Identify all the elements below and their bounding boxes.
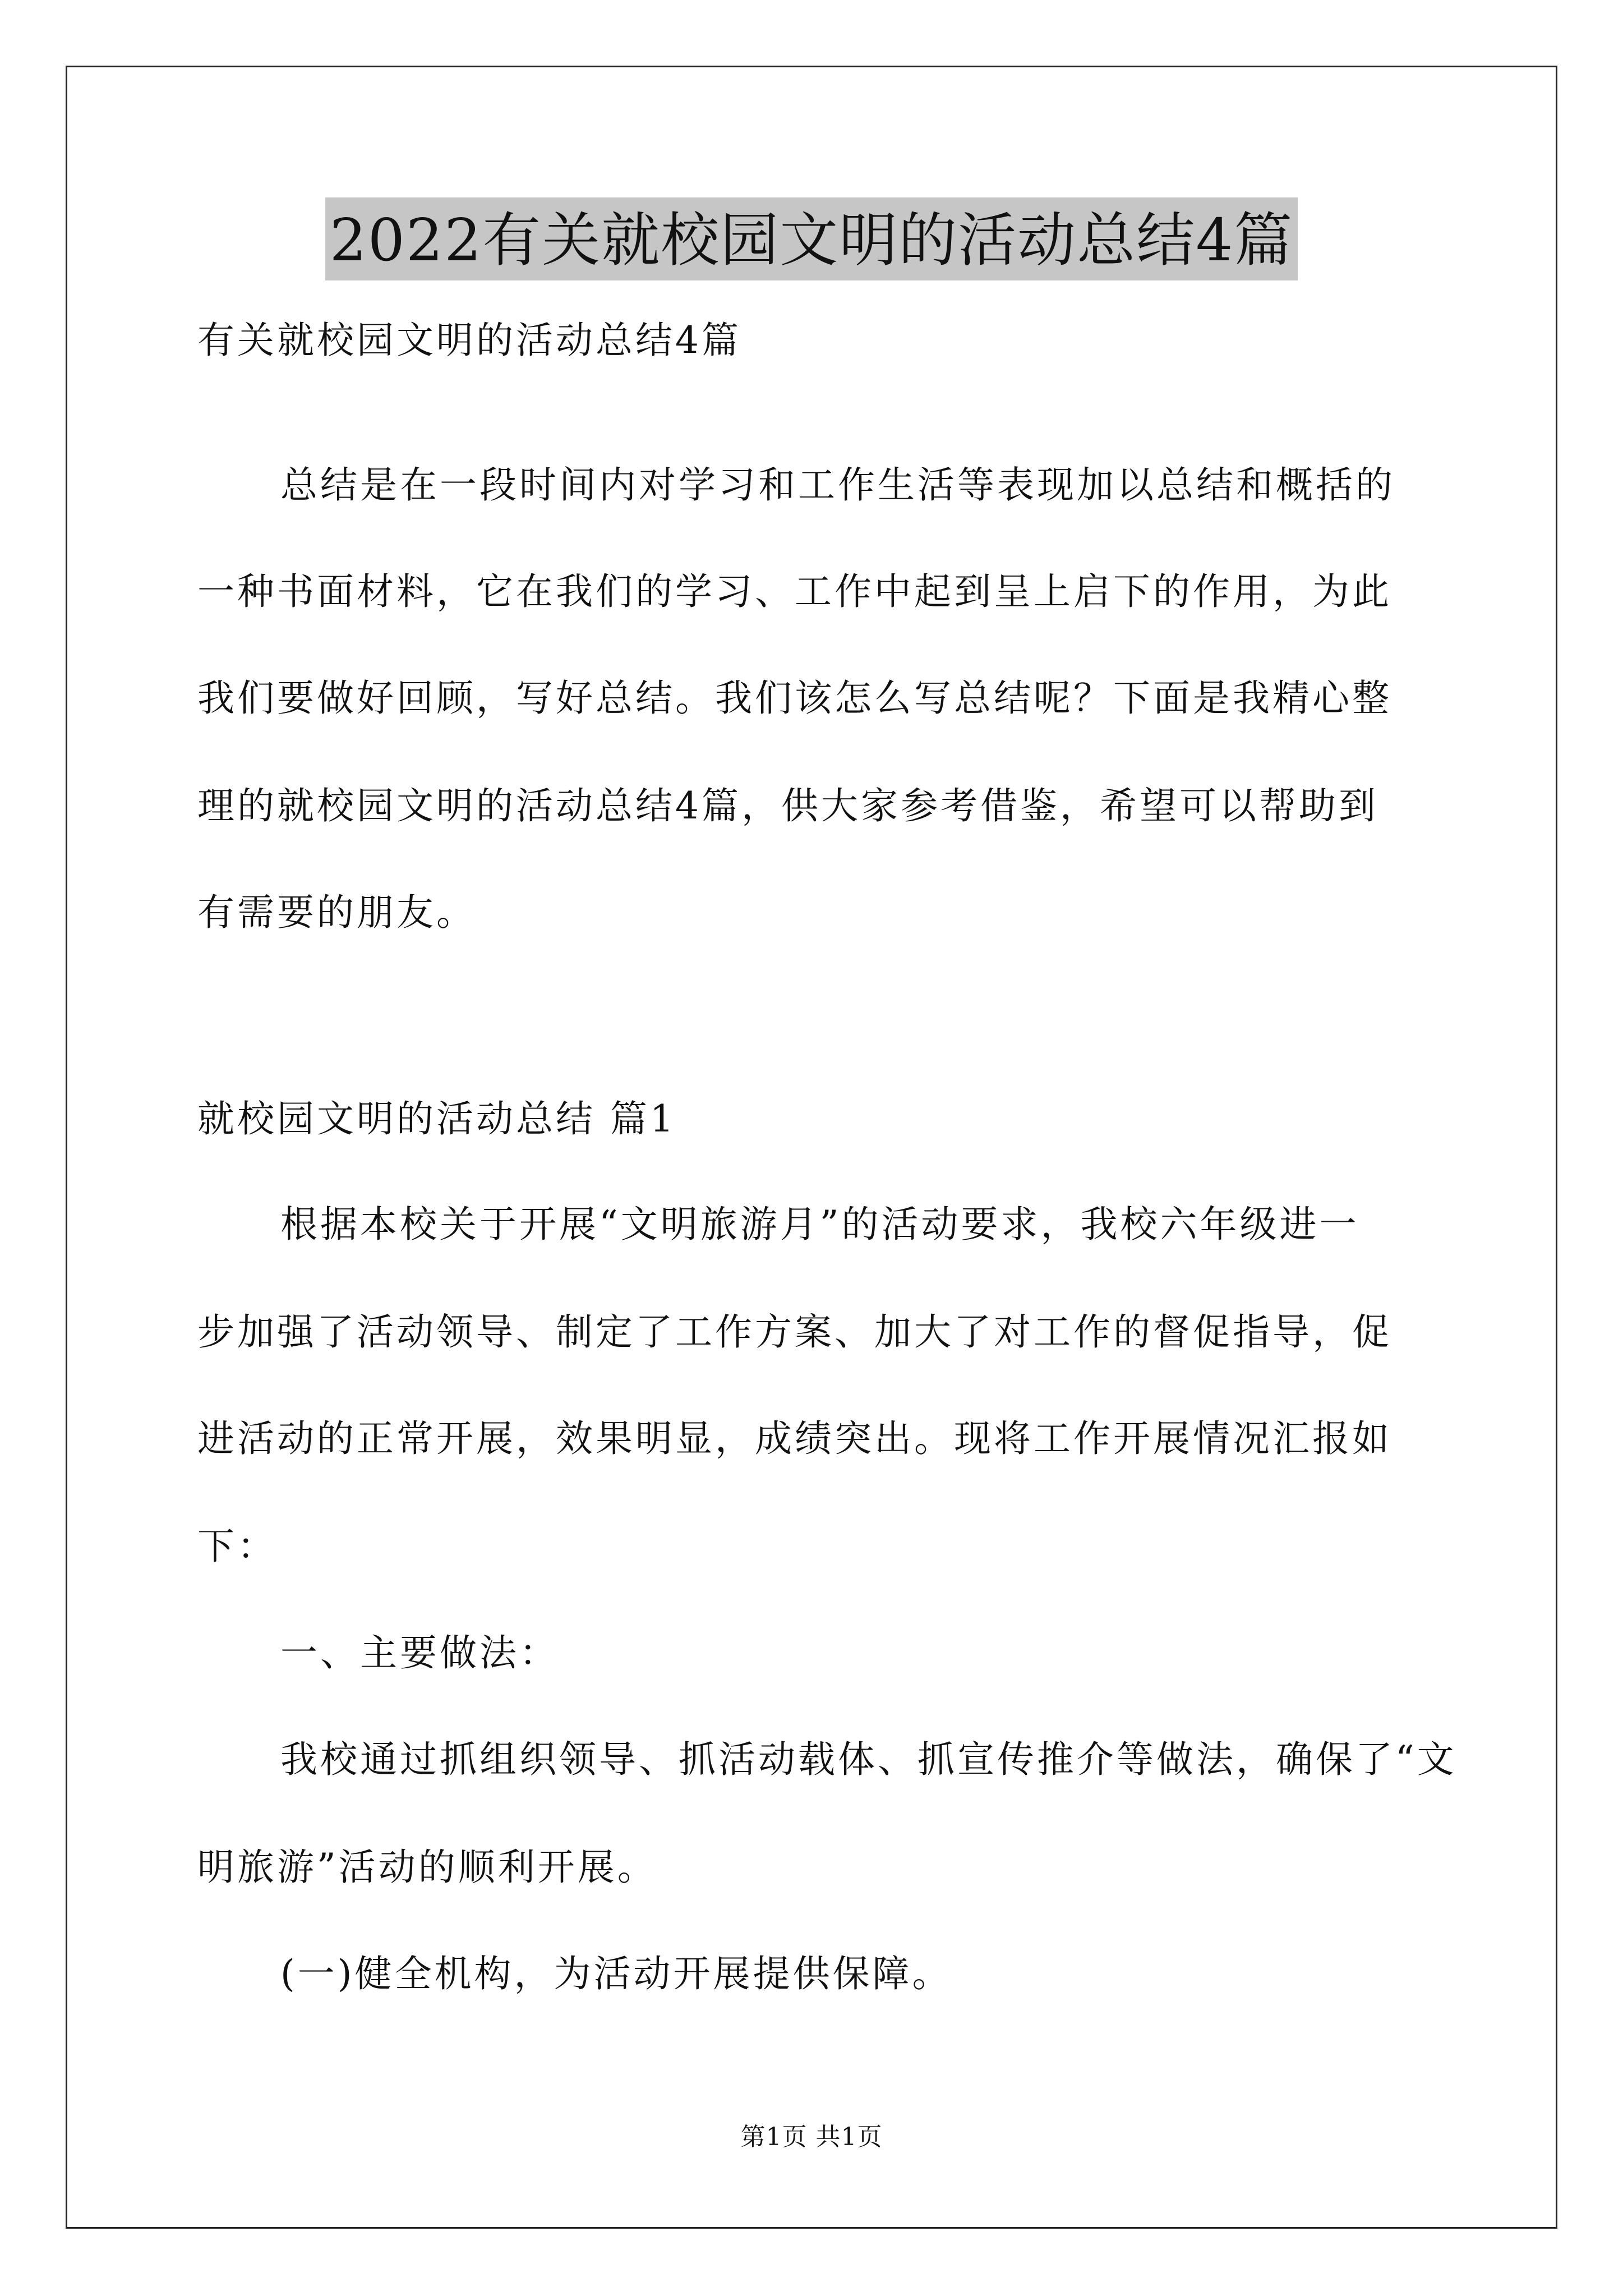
intro-line-4: 理的就校园文明的活动总结4篇，供大家参考借鉴，希望可以帮助到 — [197, 784, 1378, 827]
section-heading: 就校园文明的活动总结 篇1 — [197, 1097, 676, 1140]
section-para-line-1: 根据本校关于开展“文明旅游月”的活动要求，我校六年级进一 — [280, 1203, 1359, 1246]
page-footer: 第1页 共1页 — [740, 2123, 883, 2151]
intro-line-3: 我们要做好回顾，写好总结。我们该怎么写总结呢？下面是我精心整 — [197, 677, 1392, 720]
section-para-line-3: 进活动的正常开展，效果明显，成绩突出。现将工作开展情况汇报如 — [197, 1417, 1392, 1460]
title-block — [0, 197, 1623, 280]
section-para-line-4: 下： — [197, 1525, 277, 1568]
intro-line-2: 一种书面材料，它在我们的学习、工作中起到呈上启下的作用，为此 — [197, 570, 1392, 613]
para2-line-2: 明旅游”活动的顺利开展。 — [197, 1846, 657, 1889]
document-title: 2022有关就校园文明的活动总结4篇 — [325, 197, 1298, 280]
subheading-organization: (一)健全机构，为活动开展提供保障。 — [280, 1952, 952, 1995]
section-para-line-2: 步加强了活动领导、制定了工作方案、加大了对工作的督促指导，促 — [197, 1310, 1392, 1354]
subheading-main-methods: 一、主要做法： — [280, 1631, 559, 1674]
page-border — [66, 66, 1557, 2229]
intro-line-5: 有需要的朋友。 — [197, 891, 476, 934]
para2-line-1: 我校通过抓组织领导、抓活动载体、抓宣传推介等做法，确保了“文 — [280, 1738, 1457, 1781]
intro-line-1: 总结是在一段时间内对学习和工作生活等表现加以总结和概括的 — [280, 463, 1395, 507]
document-subtitle: 有关就校园文明的活动总结4篇 — [197, 319, 741, 362]
